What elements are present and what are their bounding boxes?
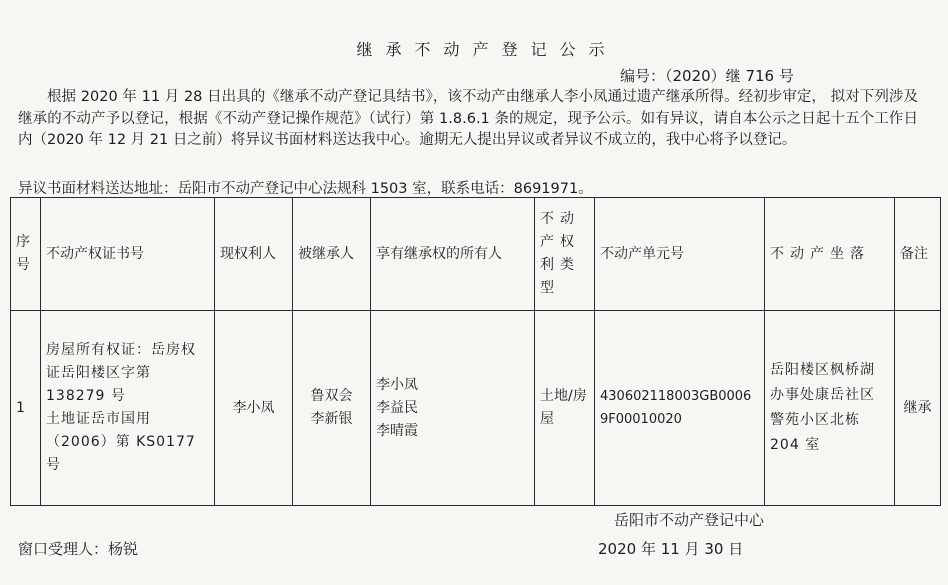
window-receiver: 窗口受理人：杨锐 (18, 540, 139, 558)
row-index: 1 (11, 311, 41, 506)
issue-date: 2020 年 11 月 30 日 (598, 540, 744, 558)
header-location: 不动产坐落 (765, 198, 895, 311)
document-number: 编号：（2020）继 716 号 (620, 67, 794, 85)
header-cert-number: 不动产权证书号 (41, 198, 215, 311)
row-location: 岳阳楼区枫桥湖办事处康岳社区警苑小区北栋 204 室 (765, 311, 895, 506)
decedent-name: 李新银 (310, 411, 353, 427)
header-unit-number: 不动产单元号 (595, 198, 765, 311)
row-remark: 继承 (895, 311, 941, 506)
land-cert: 土地证岳市国用（2006）第 KS0177 号 (46, 411, 196, 473)
decedent-name: 鲁双会 (310, 388, 353, 404)
objection-address: 异议书面材料送达地址：岳阳市不动产登记中心法规科 1503 室，联系电话：8691971。 (18, 181, 593, 197)
heir-name: 李晴霞 (376, 422, 418, 439)
heir-name: 李益民 (376, 399, 418, 416)
header-current-owner: 现权利人 (215, 198, 293, 311)
heir-name: 李小凤 (376, 376, 418, 393)
table-header-row (11, 198, 941, 311)
header-heirs: 享有继承权的所有人 (371, 198, 535, 311)
row-cert-number (41, 311, 215, 506)
row-current-owner: 李小凤 (215, 311, 293, 506)
row-heirs (371, 311, 535, 506)
notice-paragraph: 根据 2020 年 11 月 28 日出具的《继承不动产登记具结书》，该不动产由继承人李小凤通过遗产继承所得。经初步审定， 拟对下列涉及继承的不动产予以登记，根据《不动产登记操作规范》（试行）第 1.8.6.1 条的规定，现予公示。如有异议，请自本公示之日起十五个工作日内（2020 年 12 月 21 日之前）将异议书面材料送达我中心。逾期无人提出异议或者异议不成立的，我中心将予以登记。 (18, 89, 918, 148)
row-decedents (293, 311, 371, 506)
notice-body (18, 87, 918, 152)
header-decedent: 被继承人 (293, 198, 371, 311)
header-remark: 备注 (895, 198, 941, 311)
notice-table (10, 197, 941, 506)
row-unit-number: 430602118003GB00069F00010020 (595, 311, 765, 506)
table-row (11, 311, 941, 506)
header-right-type: 不动产权利类型 (535, 198, 595, 311)
house-cert: 房屋所有权证：岳房权证岳阳楼区字第 138279 号 (46, 342, 196, 404)
issuer-name: 岳阳市不动产登记中心 (614, 511, 765, 529)
header-index: 序号 (11, 198, 41, 311)
row-right-type: 土地/房屋 (535, 311, 595, 506)
page-title: 继承不动产登记公示 (356, 40, 618, 59)
